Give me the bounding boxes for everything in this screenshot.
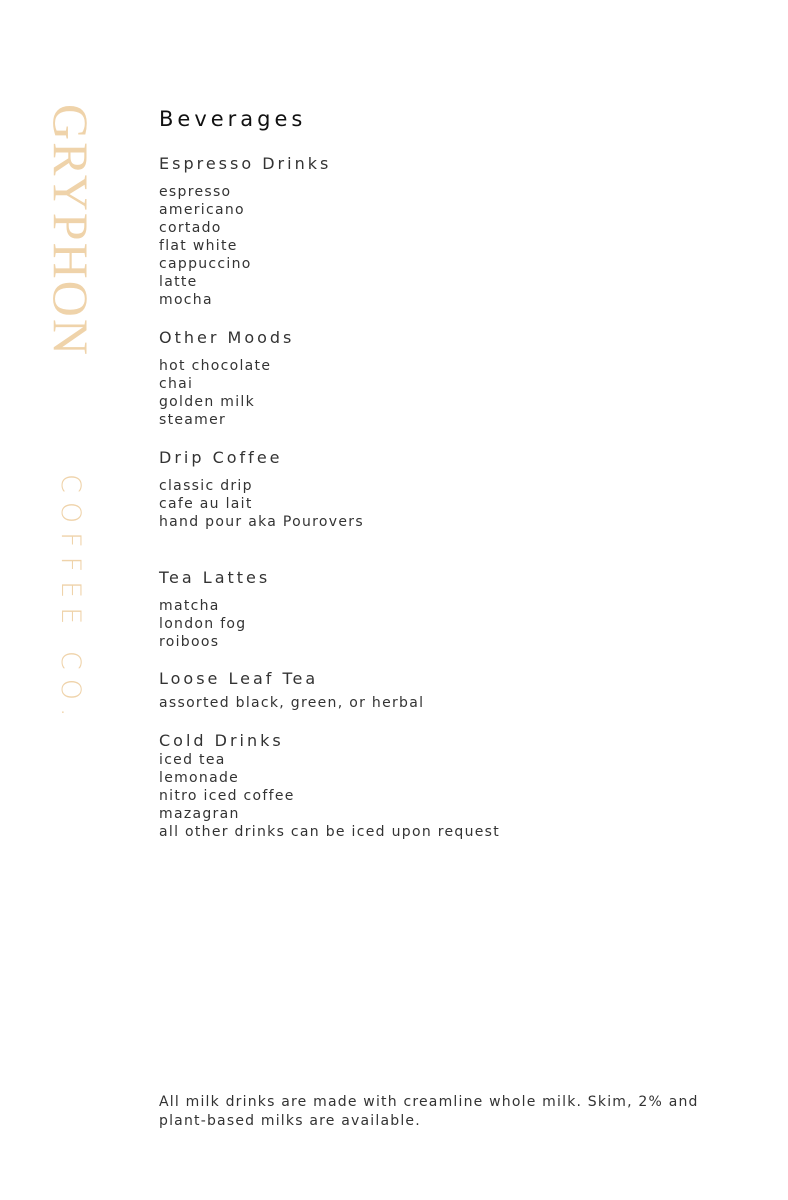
item-list bbox=[159, 751, 759, 841]
list-item: steamer bbox=[159, 412, 227, 428]
section-cold-drinks bbox=[159, 731, 759, 841]
list-item: hand pour aka Pourovers bbox=[159, 514, 364, 530]
beverage-menu bbox=[159, 105, 759, 841]
brand-logo bbox=[43, 104, 99, 744]
section-other-moods bbox=[159, 328, 759, 429]
item-list bbox=[159, 477, 759, 531]
list-item: cappuccino bbox=[159, 256, 252, 272]
list-item: hot chocolate bbox=[159, 358, 272, 374]
list-item: iced tea bbox=[159, 752, 226, 768]
list-item: classic drip bbox=[159, 478, 253, 494]
brand-subtitle: COFFEE CO. bbox=[55, 474, 86, 726]
section-title: Espresso Drinks bbox=[159, 154, 332, 173]
item-list bbox=[159, 597, 759, 651]
list-item: golden milk bbox=[159, 394, 255, 410]
list-item: mazagran bbox=[159, 806, 240, 822]
item-list bbox=[159, 183, 759, 309]
list-item: americano bbox=[159, 202, 245, 218]
list-item: assorted black, green, or herbal bbox=[159, 695, 425, 711]
list-item: mocha bbox=[159, 292, 213, 308]
section-drip-coffee bbox=[159, 448, 759, 531]
section-loose-leaf-tea bbox=[159, 669, 759, 712]
list-item: latte bbox=[159, 274, 198, 290]
section-tea-lattes bbox=[159, 568, 759, 651]
list-item: lemonade bbox=[159, 770, 240, 786]
list-item: cortado bbox=[159, 220, 222, 236]
list-item: chai bbox=[159, 376, 194, 392]
list-item: roiboos bbox=[159, 634, 220, 650]
list-item: cafe au lait bbox=[159, 496, 253, 512]
section-espresso-drinks bbox=[159, 154, 759, 309]
section-title: Tea Lattes bbox=[159, 568, 271, 587]
section-title: Loose Leaf Tea bbox=[159, 669, 319, 688]
list-item: flat white bbox=[159, 238, 238, 254]
section-title: Cold Drinks bbox=[159, 731, 284, 750]
milk-footnote: All milk drinks are made with creamline whole milk. Skim, 2% and plant-based milks are available. bbox=[159, 1094, 699, 1129]
list-item: matcha bbox=[159, 598, 220, 614]
list-item: nitro iced coffee bbox=[159, 788, 295, 804]
menu-title: Beverages bbox=[159, 107, 307, 131]
section-title: Other Moods bbox=[159, 328, 295, 347]
section-title: Drip Coffee bbox=[159, 448, 283, 467]
brand-name: GRYPHON bbox=[43, 104, 99, 357]
item-list bbox=[159, 357, 759, 429]
item-list bbox=[159, 694, 759, 712]
list-item: london fog bbox=[159, 616, 247, 632]
list-item: espresso bbox=[159, 184, 232, 200]
list-item: all other drinks can be iced upon request bbox=[159, 824, 501, 840]
